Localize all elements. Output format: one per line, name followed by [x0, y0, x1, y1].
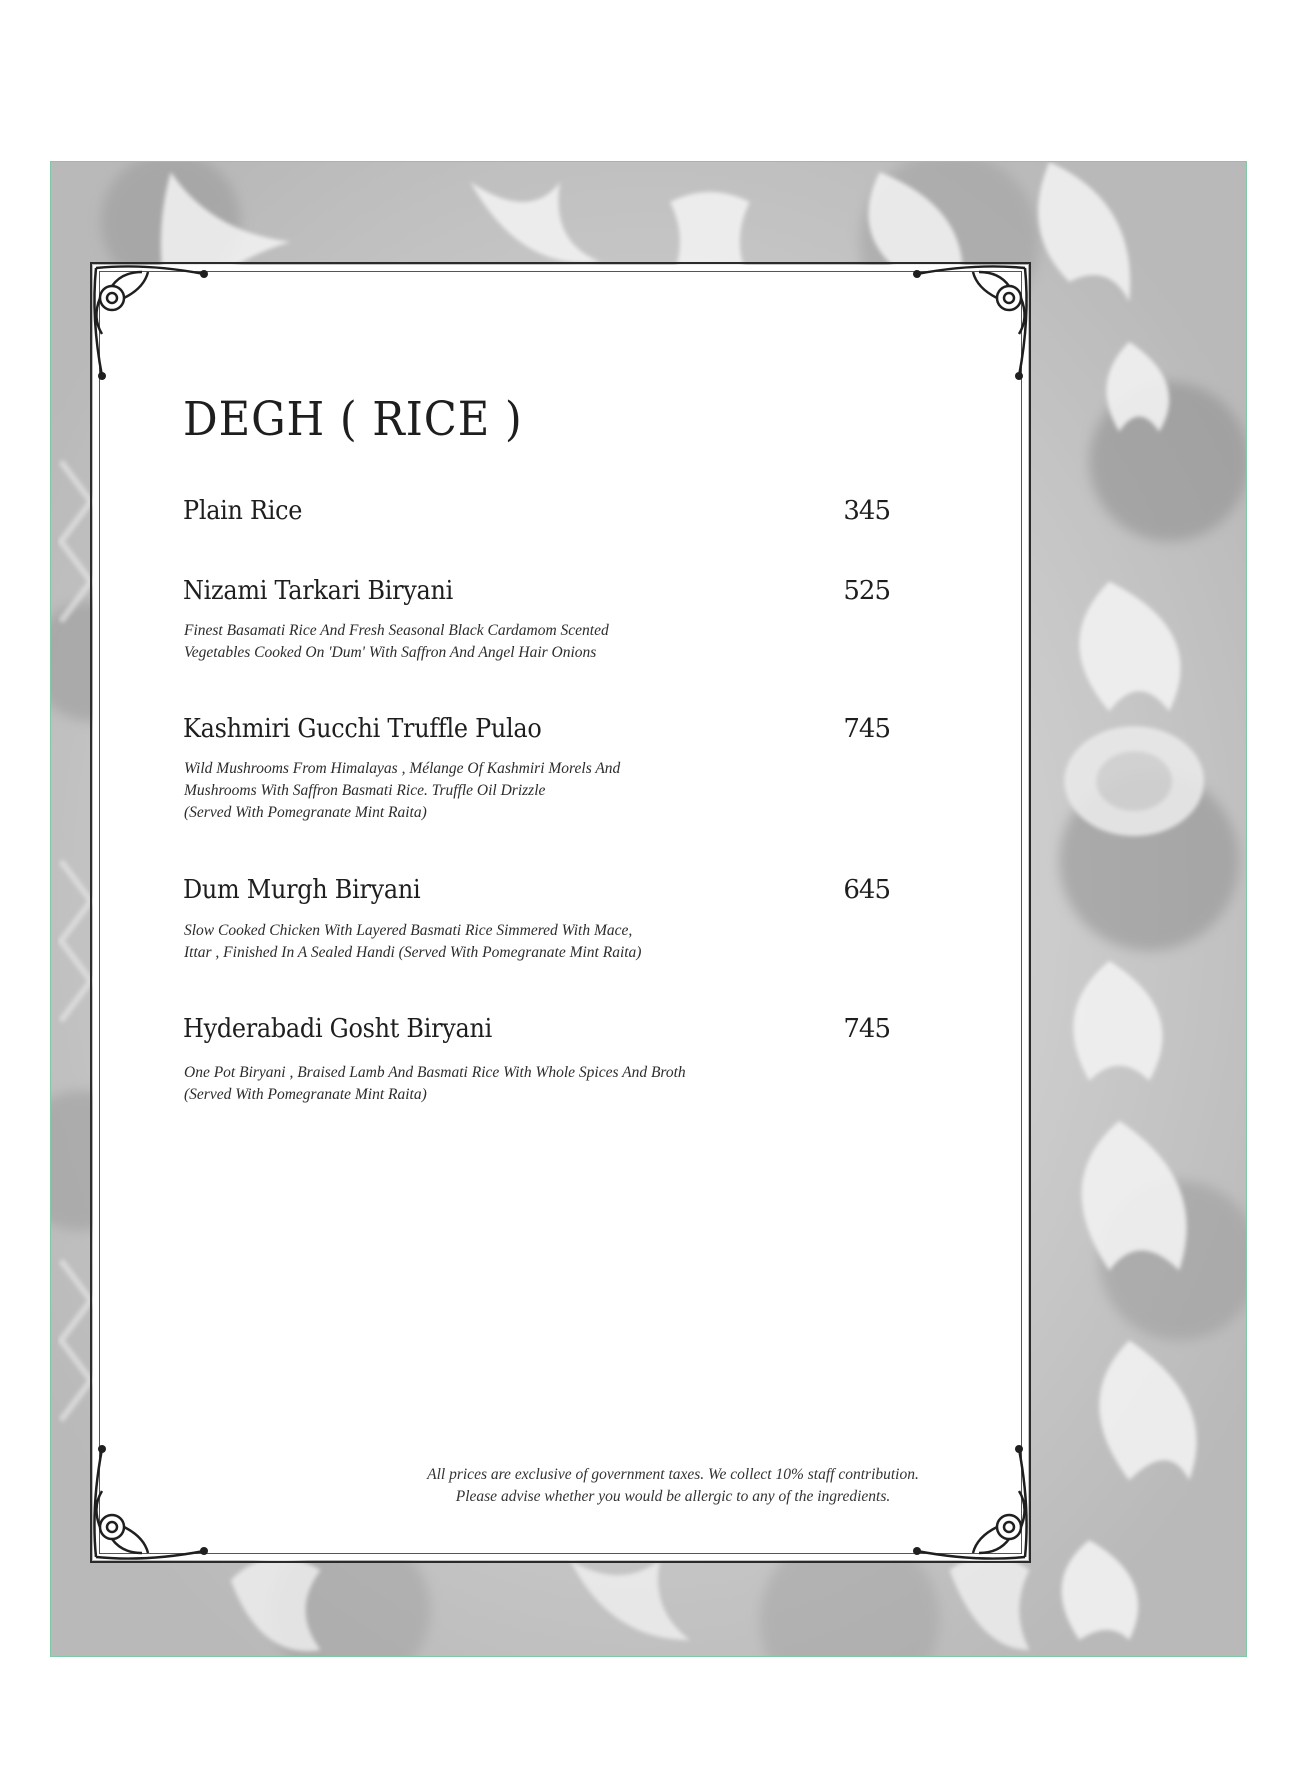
- description-line: Wild Mushrooms From Himalayas , Mélange Of Kashmiri Morels And: [184, 760, 621, 777]
- menu-item-name: Nizami Tarkari Biryani: [183, 576, 454, 606]
- footer-line: Please advise whether you would be allergic to any of the ingredients.: [455, 1488, 891, 1505]
- menu-item-description: [184, 1062, 686, 1106]
- corner-ornament-icon: [86, 258, 226, 398]
- menu-item-name: Kashmiri Gucchi Truffle Pulao: [183, 714, 542, 744]
- menu-item-name: Dum Murgh Biryani: [183, 875, 421, 905]
- page-title: DEGH ( RICE ): [183, 392, 523, 447]
- menu-item-price: 525: [843, 576, 890, 606]
- description-line: Slow Cooked Chicken With Layered Basmati Rice Simmered With Mace,: [184, 922, 633, 939]
- menu-item-price: 345: [843, 496, 890, 526]
- footer-line: All prices are exclusive of government taxes. We collect 10% staff contribution.: [427, 1466, 919, 1483]
- description-line: One Pot Biryani , Braised Lamb And Basmati Rice With Whole Spices And Broth: [184, 1064, 686, 1081]
- menu-panel: [96, 268, 1025, 1557]
- menu-item-name: Plain Rice: [183, 496, 303, 526]
- description-line: Vegetables Cooked On 'Dum' With Saffron And Angel Hair Onions: [184, 644, 597, 661]
- menu-item-name: Hyderabadi Gosht Biryani: [183, 1014, 492, 1044]
- description-line: (Served With Pomegranate Mint Raita): [184, 1086, 427, 1103]
- menu-item-description: [184, 920, 641, 964]
- corner-ornament-icon: [895, 258, 1035, 398]
- description-line: Mushrooms With Saffron Basmati Rice. Truffle Oil Drizzle: [184, 782, 546, 799]
- menu-item-description: [184, 620, 609, 664]
- footer-note: [0, 1464, 1294, 1508]
- description-line: Ittar , Finished In A Sealed Handi (Served With Pomegranate Mint Raita): [184, 944, 642, 961]
- menu-item-description: [184, 758, 620, 824]
- description-line: (Served With Pomegranate Mint Raita): [184, 804, 427, 821]
- menu-item-price: 645: [843, 875, 890, 905]
- menu-item-price: 745: [843, 714, 890, 744]
- description-line: Finest Basamati Rice And Fresh Seasonal Black Cardamom Scented: [184, 622, 609, 639]
- menu-item-price: 745: [843, 1014, 890, 1044]
